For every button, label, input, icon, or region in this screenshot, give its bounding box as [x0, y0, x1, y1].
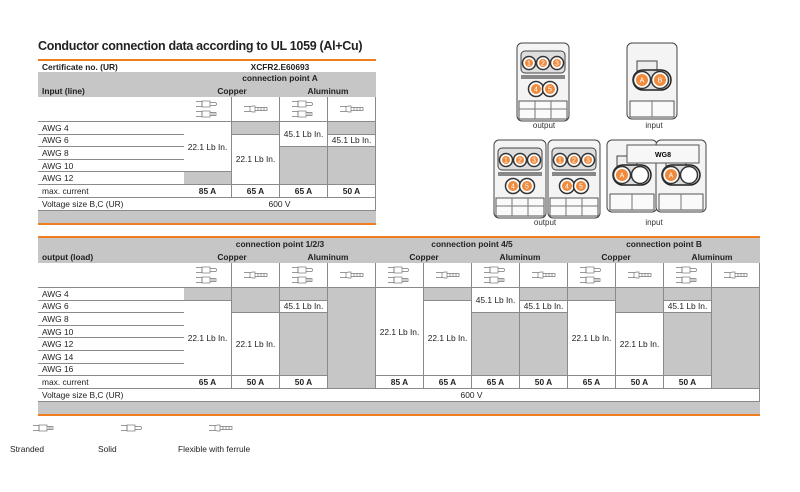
legend-label: Solid	[98, 444, 117, 454]
ferrule-conductor-icon	[723, 271, 749, 279]
not-applicable-cell	[520, 288, 568, 301]
not-applicable-cell	[328, 147, 376, 185]
solid-conductor-icon	[483, 266, 509, 274]
port-label: 5	[525, 183, 529, 191]
port-label: 4	[565, 183, 569, 191]
torque-value: 45.1 Lb In.	[280, 301, 328, 314]
port-label: 1	[504, 157, 508, 165]
conductor-type-cell	[280, 97, 328, 122]
stranded-conductor-icon	[483, 276, 509, 284]
torque-value: 45.1 Lb In.	[472, 288, 520, 313]
material-header: Copper	[184, 85, 280, 98]
solid-conductor-icon	[387, 266, 413, 274]
illustration-caption: output	[532, 121, 556, 130]
torque-value: 22.1 Lb In.	[184, 301, 232, 377]
not-applicable-cell	[568, 288, 616, 301]
solid-conductor-icon	[120, 424, 146, 432]
stranded-conductor-icon	[291, 110, 317, 118]
not-applicable-cell	[616, 288, 664, 313]
awg-label: AWG 6	[38, 301, 184, 314]
conductor-type-cell	[376, 263, 424, 288]
conductor-type-cell	[328, 97, 376, 122]
output-device-illustration	[494, 140, 600, 227]
ferrule-conductor-icon	[243, 271, 269, 279]
max-current-value: 85 A	[184, 185, 232, 198]
ferrule-conductor-icon	[208, 424, 234, 432]
voltage-label: Voltage size B,C (UR)	[38, 198, 184, 211]
torque-value: 22.1 Lb In.	[376, 288, 424, 376]
footer-bar	[38, 402, 760, 414]
voltage-value: 600 V	[184, 198, 376, 211]
conductor-type-cell	[664, 263, 712, 288]
port-label: 5	[579, 183, 583, 191]
port-label: 1	[527, 60, 531, 68]
port-label: A	[668, 172, 674, 180]
certificate-value: XCFR2.E60693	[250, 61, 310, 72]
max-current-value: 50 A	[232, 376, 280, 389]
not-applicable-cell	[664, 313, 712, 376]
max-current-value: 65 A	[232, 185, 280, 198]
port-label: B	[657, 77, 663, 85]
solid-conductor-icon	[291, 266, 317, 274]
awg-label: AWG 4	[38, 288, 184, 301]
stranded-conductor-icon	[32, 424, 58, 432]
material-header: Aluminum	[280, 85, 376, 98]
solid-conductor-icon	[195, 100, 221, 108]
awg-label: AWG 8	[38, 313, 184, 326]
not-applicable-cell	[472, 313, 520, 376]
torque-value: 45.1 Lb In.	[520, 301, 568, 314]
certificate-label: Certificate no. (UR)	[42, 61, 118, 72]
conductor-type-cell	[232, 263, 280, 288]
not-applicable-cell	[424, 288, 472, 301]
not-applicable-cell	[280, 313, 328, 376]
material-header: Aluminum	[472, 251, 568, 264]
port-label: 2	[572, 157, 576, 165]
not-applicable-cell	[184, 288, 232, 301]
torque-value: 45.1 Lb In.	[328, 135, 376, 148]
material-header: Aluminum	[664, 251, 760, 264]
torque-value: 22.1 Lb In.	[184, 122, 232, 172]
awg-label: AWG 6	[38, 135, 184, 148]
stranded-conductor-icon	[195, 276, 221, 284]
row-header: output (load)	[38, 251, 184, 264]
solid-conductor-icon	[579, 266, 605, 274]
conductor-type-cell	[424, 263, 472, 288]
device-illustrations	[480, 35, 720, 230]
stranded-conductor-icon	[579, 276, 605, 284]
connection-point-header: connection point B	[568, 238, 760, 251]
icon-row-label	[38, 97, 184, 122]
output-device-illustration	[517, 43, 569, 130]
max-current-value: 50 A	[280, 376, 328, 389]
voltage-value: 600 V	[184, 389, 760, 402]
awg-label: AWG 10	[38, 326, 184, 339]
voltage-label: Voltage size B,C (UR)	[38, 389, 184, 402]
header-spacer	[38, 238, 184, 251]
conductor-type-cell	[232, 97, 280, 122]
ferrule-conductor-icon	[627, 271, 653, 279]
max-current-value: 50 A	[616, 376, 664, 389]
legend-label: Stranded	[10, 444, 44, 454]
not-applicable-cell	[328, 122, 376, 135]
icon-row-label	[38, 263, 184, 288]
awg-label: AWG 14	[38, 351, 184, 364]
port-ring-icon	[632, 167, 649, 184]
input-device-illustration	[627, 43, 677, 130]
not-applicable-cell	[232, 122, 280, 135]
conductor-type-cell	[712, 263, 760, 288]
not-applicable-cell	[280, 288, 328, 301]
conductor-type-cell	[328, 263, 376, 288]
current-label: max. current	[38, 185, 184, 198]
torque-value: 22.1 Lb In.	[424, 301, 472, 377]
torque-value: 22.1 Lb In.	[568, 301, 616, 377]
torque-value: 22.1 Lb In.	[616, 313, 664, 376]
material-header: Copper	[376, 251, 472, 264]
port-label: 1	[558, 157, 562, 165]
conductor-type-cell	[472, 263, 520, 288]
output-connection-table	[38, 236, 760, 416]
port-label: A	[619, 172, 625, 180]
max-current-value: 65 A	[280, 185, 328, 198]
ferrule-conductor-icon	[531, 271, 557, 279]
port-label: 3	[586, 157, 590, 165]
illustration-caption: input	[645, 121, 663, 130]
solid-conductor-icon	[675, 266, 701, 274]
material-header: Copper	[184, 251, 280, 264]
row-header: Input (line)	[38, 85, 184, 98]
page-title: Conductor connection data according to UL 1059 (Al+Cu)	[38, 39, 363, 53]
stranded-conductor-icon	[195, 110, 221, 118]
max-current-value: 65 A	[568, 376, 616, 389]
stranded-conductor-icon	[291, 276, 317, 284]
not-applicable-cell	[712, 288, 760, 389]
not-applicable-cell	[184, 172, 232, 185]
port-label: 4	[511, 183, 515, 191]
awg-label: AWG 12	[38, 172, 184, 185]
max-current-value: 65 A	[472, 376, 520, 389]
header-spacer	[38, 72, 184, 85]
solid-conductor-icon	[291, 100, 317, 108]
ferrule-conductor-icon	[435, 271, 461, 279]
max-current-value: 50 A	[520, 376, 568, 389]
current-label: max. current	[38, 376, 184, 389]
legend-label: Flexible with ferrule	[178, 444, 251, 454]
input-connection-table	[38, 59, 376, 225]
not-applicable-cell	[664, 288, 712, 301]
cover-label: WG8	[655, 152, 671, 159]
awg-label: AWG 12	[38, 338, 184, 351]
footer-bar	[38, 211, 376, 223]
conductor-type-cell	[280, 263, 328, 288]
conductor-type-cell	[184, 97, 232, 122]
conductor-type-cell	[616, 263, 664, 288]
max-current-value: 65 A	[424, 376, 472, 389]
max-current-value: 85 A	[376, 376, 424, 389]
ferrule-conductor-icon	[243, 105, 269, 113]
illustration-caption: input	[645, 218, 663, 227]
not-applicable-cell	[280, 147, 328, 185]
not-applicable-cell	[232, 288, 280, 313]
ferrule-conductor-icon	[339, 271, 365, 279]
not-applicable-cell	[328, 288, 376, 389]
max-current-value: 50 A	[664, 376, 712, 389]
torque-value: 45.1 Lb In.	[280, 122, 328, 147]
torque-value: 45.1 Lb In.	[664, 301, 712, 314]
stranded-conductor-icon	[675, 276, 701, 284]
torque-value: 22.1 Lb In.	[232, 135, 280, 185]
max-current-value: 65 A	[184, 376, 232, 389]
conductor-type-cell	[568, 263, 616, 288]
awg-label: AWG 8	[38, 147, 184, 160]
material-header: Aluminum	[280, 251, 376, 264]
port-label: A	[639, 77, 645, 85]
port-label: 2	[541, 60, 545, 68]
awg-label: AWG 4	[38, 122, 184, 135]
port-label: 4	[534, 86, 538, 94]
conductor-type-cell	[520, 263, 568, 288]
port-label: 5	[548, 86, 552, 94]
connection-point-header: connection point 4/5	[376, 238, 568, 251]
port-label: 3	[532, 157, 536, 165]
connection-point-header: connection point 1/2/3	[184, 238, 376, 251]
connection-point-header: connection point A	[184, 72, 376, 85]
port-label: 3	[555, 60, 559, 68]
illustration-caption: output	[533, 218, 557, 227]
awg-label: AWG 16	[38, 364, 184, 377]
ferrule-conductor-icon	[339, 105, 365, 113]
solid-conductor-icon	[195, 266, 221, 274]
max-current-value: 50 A	[328, 185, 376, 198]
conductor-type-cell	[184, 263, 232, 288]
stranded-conductor-icon	[387, 276, 413, 284]
port-label: 2	[518, 157, 522, 165]
awg-label: AWG 10	[38, 160, 184, 173]
input-device-illustration	[607, 140, 706, 227]
port-ring-icon	[681, 167, 698, 184]
not-applicable-cell	[520, 313, 568, 376]
material-header: Copper	[568, 251, 664, 264]
torque-value: 22.1 Lb In.	[232, 313, 280, 376]
